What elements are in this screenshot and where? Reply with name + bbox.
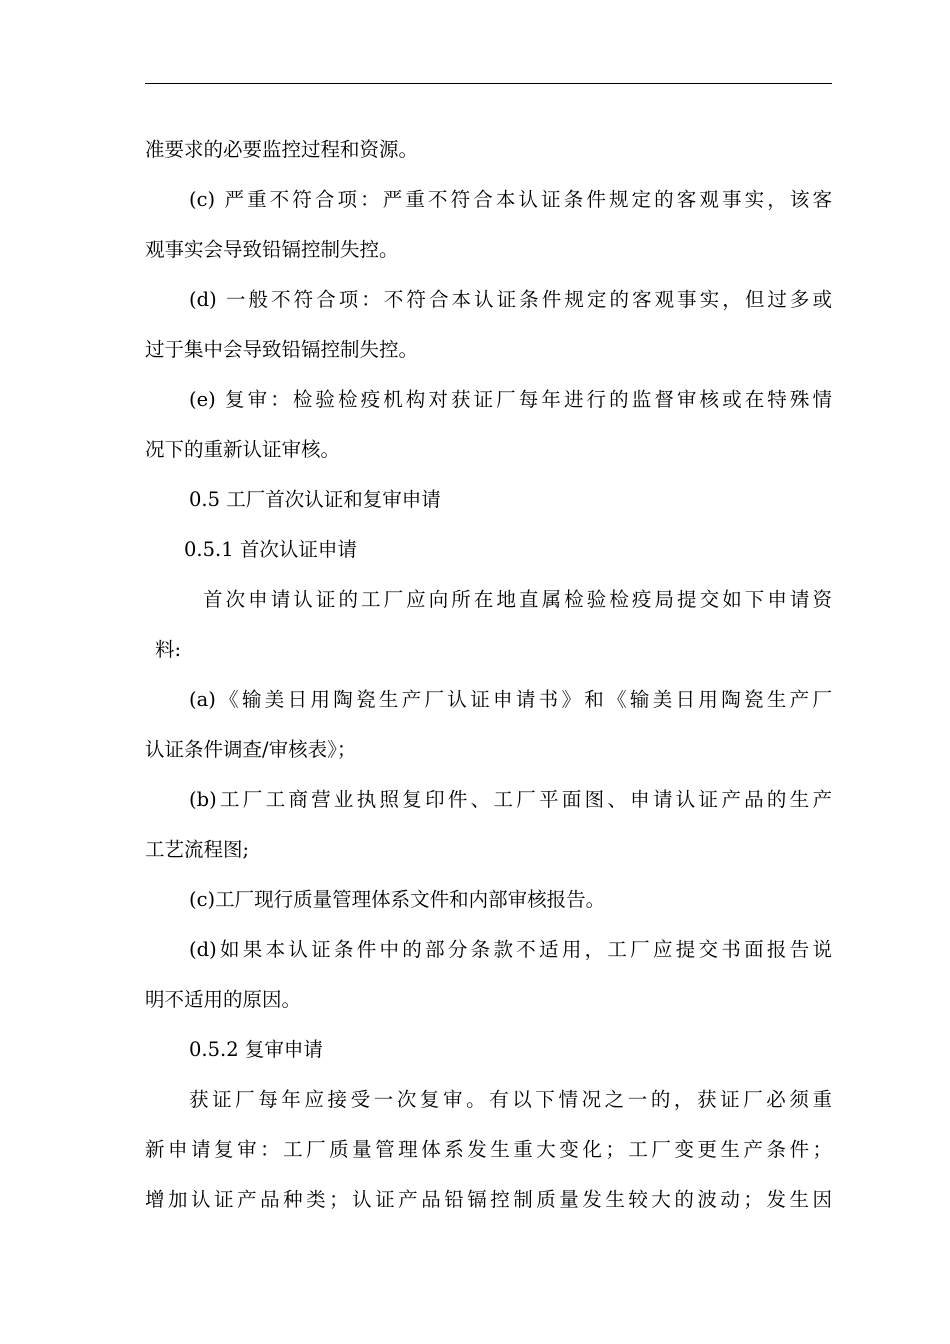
list-item-b-line-1: (b)工厂工商营业执照复印件、工厂平面图、申请认证产品的生产 bbox=[189, 788, 832, 811]
list-item-c-line-1: (c)工厂现行质量管理体系文件和内部审核报告。 bbox=[189, 888, 606, 911]
list-item-a-line-1: (a)《输美日用陶瓷生产厂认证申请书》和《输美日用陶瓷生产厂 bbox=[189, 688, 832, 711]
list-item-b-line-2: 工艺流程图; bbox=[145, 838, 250, 861]
paragraph-review-line-1: 获证厂每年应接受一次复审。有以下情况之一的，获证厂必须重 bbox=[189, 1088, 832, 1111]
paragraph-review-line-3: 增加认证产品种类；认证产品铅镉控制质量发生较大的波动；发生因 bbox=[145, 1188, 832, 1211]
paragraph-first-application-line-2: 料: bbox=[155, 638, 182, 661]
header-rule bbox=[145, 83, 832, 84]
item-e-line-1: (e) 复审：检验检疫机构对获证厂每年进行的监督审核或在特殊情 bbox=[189, 388, 832, 411]
section-heading-0-5: 0.5 工厂首次认证和复审申请 bbox=[189, 488, 441, 511]
item-c-line-1: (c) 严重不符合项：严重不符合本认证条件规定的客观事实，该客 bbox=[189, 188, 832, 211]
section-heading-0-5-2: 0.5.2 复审申请 bbox=[189, 1038, 323, 1061]
list-item-a-line-2: 认证条件调查/审核表》； bbox=[145, 738, 357, 761]
item-d-line-2: 过于集中会导致铅镉控制失控。 bbox=[145, 338, 419, 361]
text-line-1: 准要求的必要监控过程和资源。 bbox=[145, 138, 419, 161]
item-d-line-1: (d) 一般不符合项：不符合本认证条件规定的客观事实，但过多或 bbox=[189, 288, 832, 311]
paragraph-first-application-line-1: 首次申请认证的工厂应向所在地直属检验检疫局提交如下申请资 bbox=[203, 588, 832, 611]
item-e-line-2: 况下的重新认证审核。 bbox=[145, 438, 341, 461]
paragraph-review-line-2: 新申请复审：工厂质量管理体系发生重大变化；工厂变更生产条件； bbox=[145, 1138, 832, 1161]
item-c-line-2: 观事实会导致铅镉控制失控。 bbox=[145, 238, 399, 261]
section-heading-0-5-1: 0.5.1 首次认证申请 bbox=[184, 538, 357, 561]
list-item-d-line-1: (d)如果本认证条件中的部分条款不适用，工厂应提交书面报告说 bbox=[189, 938, 832, 961]
list-item-d-line-2: 明不适用的原因。 bbox=[145, 988, 302, 1011]
